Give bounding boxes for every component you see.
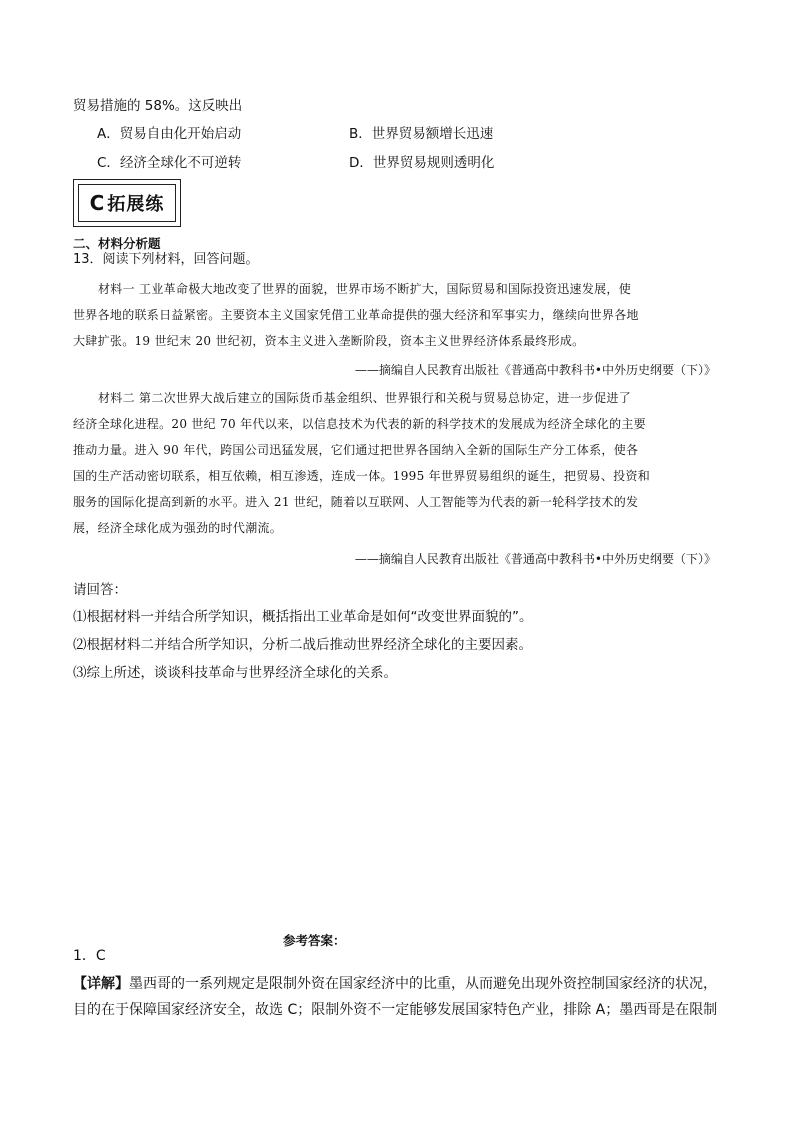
option-letter: D． — [349, 155, 373, 171]
material-line: 展，经济全球化成为强劲的时代潮流。 — [73, 521, 283, 535]
material-line: 国的生产活动密切联系，相互依赖，相互渗透，连成一体。1995 年世界贸易组织的诞生，把贸易、投资和 — [73, 469, 651, 483]
option-letter: B． — [349, 126, 372, 142]
option-text: 经济全球化不可逆转 — [119, 155, 242, 171]
material-2-source: ——摘编自人民教育出版社《普通高中教科书•中外历史纲要（下）》 — [354, 552, 716, 566]
answer-text: 墨西哥的一系列规定是限制外资在国家经济中的比重，从而避免出现外资控制国家经济的状况， — [129, 976, 717, 992]
intro-line: 贸易措施的 58%。这反映出 — [73, 98, 243, 114]
answers-title: 参考答案： — [283, 933, 346, 948]
material-2 — [73, 385, 650, 541]
material-1 — [73, 276, 639, 354]
sub-question-1: ⑴根据材料一并结合所学知识，概括指出工业革命是如何“改变世界面貌的”。 — [73, 609, 533, 625]
extension-practice-badge — [73, 179, 181, 227]
material-line: 服务的国际化提高到新的水平。进入 21 世纪，随着以互联网、人工智能等为代表的新一轮科学技术的发 — [73, 495, 639, 509]
option-d[interactable] — [349, 154, 494, 172]
badge-frame — [78, 184, 176, 222]
option-text: 世界贸易规则透明化 — [372, 155, 495, 171]
material-line: 材料二 第二次世界大战后建立的国际货币基金组织、世界银行和关税与贸易总协定，进一步促进了 — [98, 391, 632, 405]
sub-question-3: ⑶综上所述，谈谈科技革命与世界经济全球化的关系。 — [73, 665, 397, 681]
material-line: 经济全球化进程。20 世纪 70 年代以来，以信息技术为代表的新的科学技术的发展成为经济全球化的主要 — [73, 417, 646, 431]
option-text: 世界贸易额增长迅速 — [371, 126, 494, 142]
badge-letter: C — [89, 191, 106, 215]
question-intro: 13．阅读下列材料，回答问题。 — [73, 252, 259, 267]
option-b[interactable] — [349, 125, 493, 143]
section-heading: 二、材料分析题 — [73, 236, 161, 251]
sub-question-2: ⑵根据材料二并结合所学知识，分析二战后推动世界经济全球化的主要因素。 — [73, 637, 532, 653]
please-answer: 请回答： — [73, 582, 127, 598]
option-text: 贸易自由化开始启动 — [119, 126, 242, 142]
material-line: 推动力量。进入 90 年代，跨国公司迅猛发展，它们通过把世界各国纳入全新的国际生产分工体系，使各 — [73, 443, 639, 457]
material-1-source: ——摘编自人民教育出版社《普通高中教科书•中外历史纲要（下）》 — [354, 363, 716, 377]
answer-1-label: 1．C — [73, 948, 106, 964]
material-line: 世界各地的联系日益紧密。主要资本主义国家凭借工业革命提供的强大经济和军事实力，继续向世界各地 — [73, 308, 639, 322]
option-a[interactable] — [97, 125, 241, 143]
detail-tag: 【详解】 — [73, 976, 129, 992]
answer-detail — [73, 971, 717, 1023]
answer-line — [73, 971, 717, 997]
answer-line: 目的在于保障国家经济安全，故选 C；限制外资不一定能够发展国家特色产业，排除 A；墨西哥是在限制 — [73, 1002, 718, 1018]
option-letter: C． — [97, 155, 120, 171]
option-letter: A． — [97, 126, 120, 142]
option-c[interactable] — [97, 154, 241, 172]
badge-text: 拓展练 — [107, 194, 165, 215]
material-line: 大肆扩张。19 世纪末 20 世纪初，资本主义进入垄断阶段，资本主义世界经济体系最终形成。 — [73, 334, 585, 348]
material-line: 材料一 工业革命极大地改变了世界的面貌，世界市场不断扩大，国际贸易和国际投资迅速发展，使 — [98, 282, 632, 296]
